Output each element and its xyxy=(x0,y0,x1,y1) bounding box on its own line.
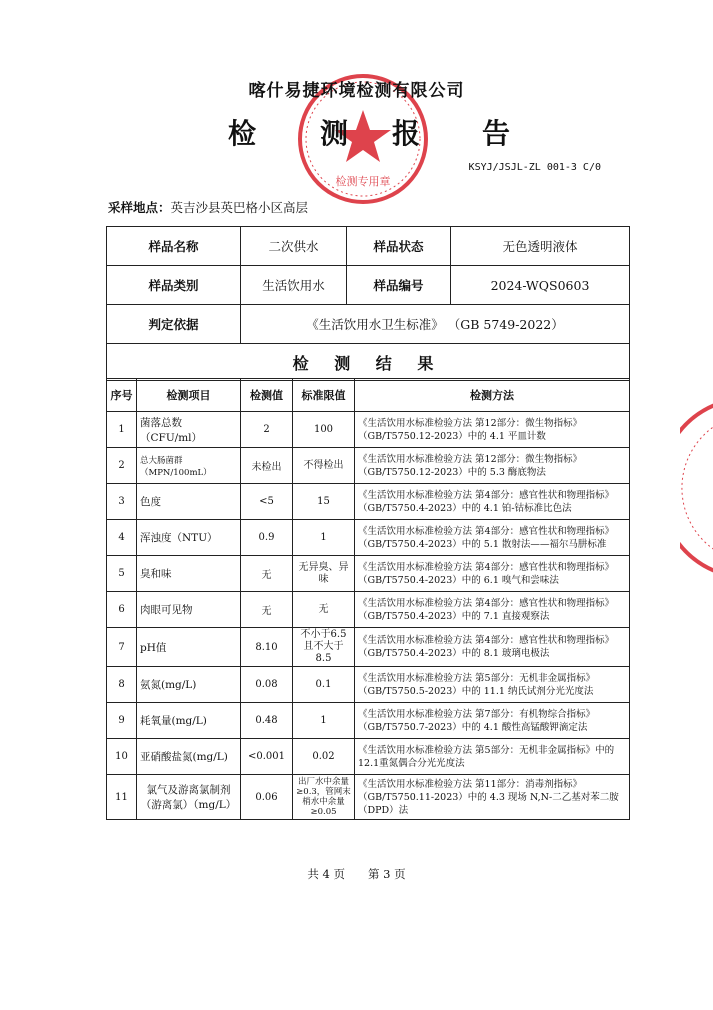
row-no: 8 xyxy=(107,667,137,703)
row-item: 色度 xyxy=(137,484,241,520)
header-no: 序号 xyxy=(107,379,137,412)
table-row xyxy=(107,628,630,667)
row-limit: 出厂水中余量≥0.3，管网末梢水中余量≥0.05 xyxy=(293,775,355,820)
row-value: 8.10 xyxy=(241,628,293,667)
header-method: 检测方法 xyxy=(355,379,630,412)
row-method: 《生活饮用水标准检验方法 第12部分：微生物指标》（GB/T5750.12-2023）中的 5.3 酶底物法 xyxy=(355,448,630,484)
title-char: 报 xyxy=(392,117,421,150)
table-row xyxy=(107,520,630,556)
row-method: 《生活饮用水标准检验方法 第5部分：无机非金属指标》中的 12.1重氮偶合分光光度法 xyxy=(355,739,630,775)
table-row xyxy=(107,484,630,520)
table-row xyxy=(107,703,630,739)
row-item: 菌落总数（CFU/ml） xyxy=(137,412,241,448)
row-item: 肉眼可见物 xyxy=(137,592,241,628)
table-row xyxy=(107,448,630,484)
location-label: 采样地点： xyxy=(108,200,171,215)
header-item: 检测项目 xyxy=(137,379,241,412)
row-limit: 15 xyxy=(293,484,355,520)
row-value: 0.06 xyxy=(241,775,293,820)
row-method: 《生活饮用水标准检验方法 第4部分：感官性状和物理指标》（GB/T5750.4-2023）中的 4.1 铂-钴标准比色法 xyxy=(355,484,630,520)
sample-info-table xyxy=(106,226,630,381)
table-row xyxy=(107,739,630,775)
row-value: 0.48 xyxy=(241,703,293,739)
row-method: 《生活饮用水标准检验方法 第12部分：微生物指标》（GB/T5750.12-2023）中的 4.1 平皿计数 xyxy=(355,412,630,448)
row-value: 无 xyxy=(241,556,293,592)
row-value: 无 xyxy=(241,592,293,628)
row-no: 6 xyxy=(107,592,137,628)
row-limit: 1 xyxy=(293,520,355,556)
row-no: 9 xyxy=(107,703,137,739)
title-char: 测 xyxy=(320,117,349,150)
row-item: 氨氮(mg/L) xyxy=(137,667,241,703)
title-char: 检 xyxy=(228,117,257,150)
title-char: 告 xyxy=(482,117,511,150)
row-no: 5 xyxy=(107,556,137,592)
row-no: 3 xyxy=(107,484,137,520)
row-item: 总大肠菌群（MPN/100mL） xyxy=(137,448,241,484)
row-method: 《生活饮用水标准检验方法 第4部分：感官性状和物理指标》（GB/T5750.4-2023）中的 8.1 玻璃电极法 xyxy=(355,628,630,667)
row-value: <5 xyxy=(241,484,293,520)
basis-label: 判定依据 xyxy=(107,305,241,344)
results-table xyxy=(106,378,630,820)
row-method: 《生活饮用水标准检验方法 第4部分：感官性状和物理指标》（GB/T5750.4-2023）中的 7.1 直接观察法 xyxy=(355,592,630,628)
sample-code-value: 2024-WQS0603 xyxy=(451,266,630,305)
results-section-title: 检 测 结 果 xyxy=(107,344,630,381)
header-value: 检测值 xyxy=(241,379,293,412)
page-footer: 共 4 页 第 3 页 xyxy=(307,867,406,881)
row-value: 0.9 xyxy=(241,520,293,556)
row-limit: 1 xyxy=(293,703,355,739)
row-no: 4 xyxy=(107,520,137,556)
row-no: 11 xyxy=(107,775,137,820)
row-no: 1 xyxy=(107,412,137,448)
sampling-location xyxy=(108,198,308,216)
row-limit: 100 xyxy=(293,412,355,448)
row-limit: 不得检出 xyxy=(293,448,355,484)
row-no: 10 xyxy=(107,739,137,775)
table-row xyxy=(107,667,630,703)
row-item: 耗氧量(mg/L) xyxy=(137,703,241,739)
location-value: 英吉沙县英巴格小区高层 xyxy=(170,200,309,215)
table-row xyxy=(107,412,630,448)
row-limit: 0.02 xyxy=(293,739,355,775)
sample-state-label: 样品状态 xyxy=(347,227,451,266)
company-name: 喀什易捷环境检测有限公司 xyxy=(248,81,465,101)
row-method: 《生活饮用水标准检验方法 第7部分：有机物综合指标》（GB/T5750.7-2023）中的 4.1 酸性高锰酸钾滴定法 xyxy=(355,703,630,739)
row-method: 《生活饮用水标准检验方法 第4部分：感官性状和物理指标》（GB/T5750.4-2023）中的 5.1 散射法——福尔马肼标准 xyxy=(355,520,630,556)
row-limit: 无异臭、异味 xyxy=(293,556,355,592)
row-no: 7 xyxy=(107,628,137,667)
row-limit: 不小于6.5且不大于8.5 xyxy=(293,628,355,667)
row-value: <0.001 xyxy=(241,739,293,775)
report-title xyxy=(0,112,713,152)
row-item: 臭和味 xyxy=(137,556,241,592)
sample-type-value: 生活饮用水 xyxy=(241,266,347,305)
table-row xyxy=(107,592,630,628)
sample-name-label: 样品名称 xyxy=(107,227,241,266)
sample-name-value: 二次供水 xyxy=(241,227,347,266)
row-item: 亚硝酸盐氮(mg/L) xyxy=(137,739,241,775)
row-method: 《生活饮用水标准检验方法 第4部分：感官性状和物理指标》（GB/T5750.4-2023）中的 6.1 嗅气和尝味法 xyxy=(355,556,630,592)
row-method: 《生活饮用水标准检验方法 第11部分：消毒剂指标》（GB/T5750.11-2023）中的 4.3 现场 N,N-二乙基对苯二胺（DPD）法 xyxy=(355,775,630,820)
sample-type-label: 样品类别 xyxy=(107,266,241,305)
row-method: 《生活饮用水标准检验方法 第5部分：无机非金属指标》（GB/T5750.5-2023）中的 11.1 纳氏试剂分光光度法 xyxy=(355,667,630,703)
basis-value: 《生活饮用水卫生标准》 （GB 5749-2022） xyxy=(241,305,630,344)
table-row xyxy=(107,556,630,592)
row-limit: 0.1 xyxy=(293,667,355,703)
document-number: KSYJ/JSJL-ZL 001-3 C/0 xyxy=(468,162,601,173)
row-value: 2 xyxy=(241,412,293,448)
row-limit: 无 xyxy=(293,592,355,628)
table-row xyxy=(107,775,630,820)
seam-seal-fragment xyxy=(680,398,713,578)
row-item: pH值 xyxy=(137,628,241,667)
row-no: 2 xyxy=(107,448,137,484)
svg-text:检测专用章: 检测专用章 xyxy=(335,175,391,188)
sample-code-label: 样品编号 xyxy=(347,266,451,305)
row-item: 氯气及游离氯制剂（游离氯）（mg/L） xyxy=(137,775,241,820)
row-value: 未检出 xyxy=(241,448,293,484)
header-limit: 标准限值 xyxy=(293,379,355,412)
row-item: 浑浊度（NTU） xyxy=(137,520,241,556)
sample-state-value: 无色透明液体 xyxy=(451,227,630,266)
row-value: 0.08 xyxy=(241,667,293,703)
